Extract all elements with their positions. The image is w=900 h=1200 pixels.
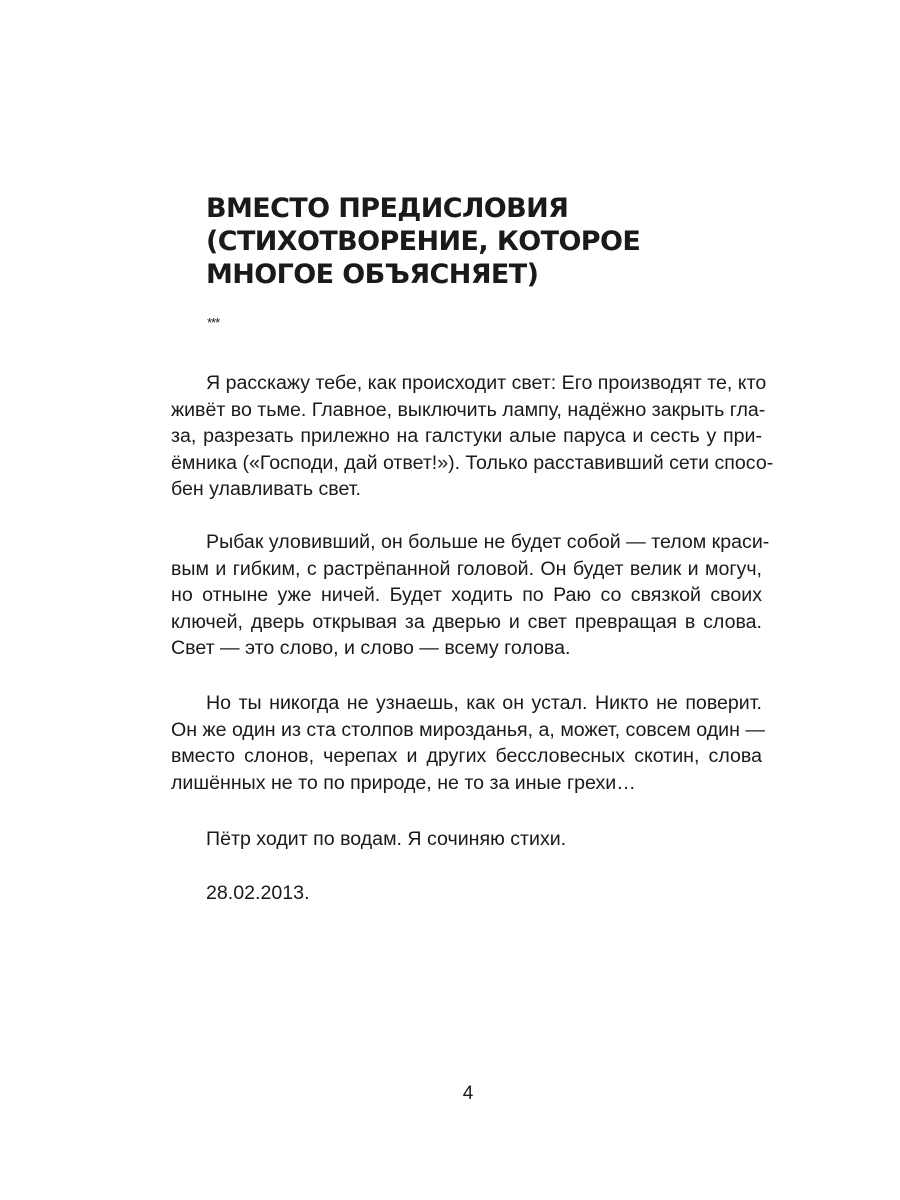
heading-line: (СТИХОТВОРЕНИЕ, КОТОРОЕ xyxy=(206,226,641,257)
text-line: бен улавливать свет. xyxy=(171,478,361,501)
text-line: Он же один из ста столпов мирозданья, а, может, совсем один — xyxy=(171,718,765,741)
text-line: вым и гибким, с растрёпанной головой. Он будет велик и могуч, xyxy=(171,557,762,580)
asterism-divider: *** xyxy=(207,315,220,330)
stanza-3 xyxy=(171,690,765,796)
stanza-2 xyxy=(171,529,770,662)
heading-line: ВМЕСТО ПРЕДИСЛОВИЯ xyxy=(206,193,569,224)
text-line: Но ты никогда не узнаешь, как он устал. Никто не поверит. xyxy=(206,692,762,714)
text-line: Пётр ходит по водам. Я сочиняю стихи. xyxy=(206,828,567,850)
text-line: Рыбак уловивший, он больше не будет собой — телом краси- xyxy=(206,531,770,553)
text-line: Я расскажу тебе, как происходит свет: Его производят те, кто xyxy=(206,372,767,394)
stanza-1 xyxy=(171,370,774,503)
text-line: живёт во тьме. Главное, выключить лампу, надёжно закрыть гла- xyxy=(171,398,766,421)
chapter-heading xyxy=(206,192,726,291)
date-line xyxy=(206,880,762,907)
text-line: ёмника («Господи, дай ответ!»). Только расставивший сети спосо- xyxy=(171,451,774,474)
text-line: вместо слонов, черепах и других бессловесных скотин, слова xyxy=(171,745,762,768)
heading-line: МНОГОЕ ОБЪЯСНЯЕТ) xyxy=(206,259,539,290)
text-line: за, разрезать прилежно на галстуки алые паруса и сесть у при- xyxy=(171,425,762,448)
stanza-4 xyxy=(206,826,762,853)
text-line: ключей, дверь открывая за дверью и свет превращая в слова. xyxy=(171,610,762,633)
text-line: лишённых не то по природе, не то за иные грехи… xyxy=(171,771,636,794)
page-number: 4 xyxy=(462,1083,474,1104)
text-line: но отныне уже ничей. Будет ходить по Раю со связкой своих xyxy=(171,584,762,607)
text-line: Свет — это слово, и слово — всему голова. xyxy=(171,637,571,660)
text-line: 28.02.2013. xyxy=(206,882,310,904)
